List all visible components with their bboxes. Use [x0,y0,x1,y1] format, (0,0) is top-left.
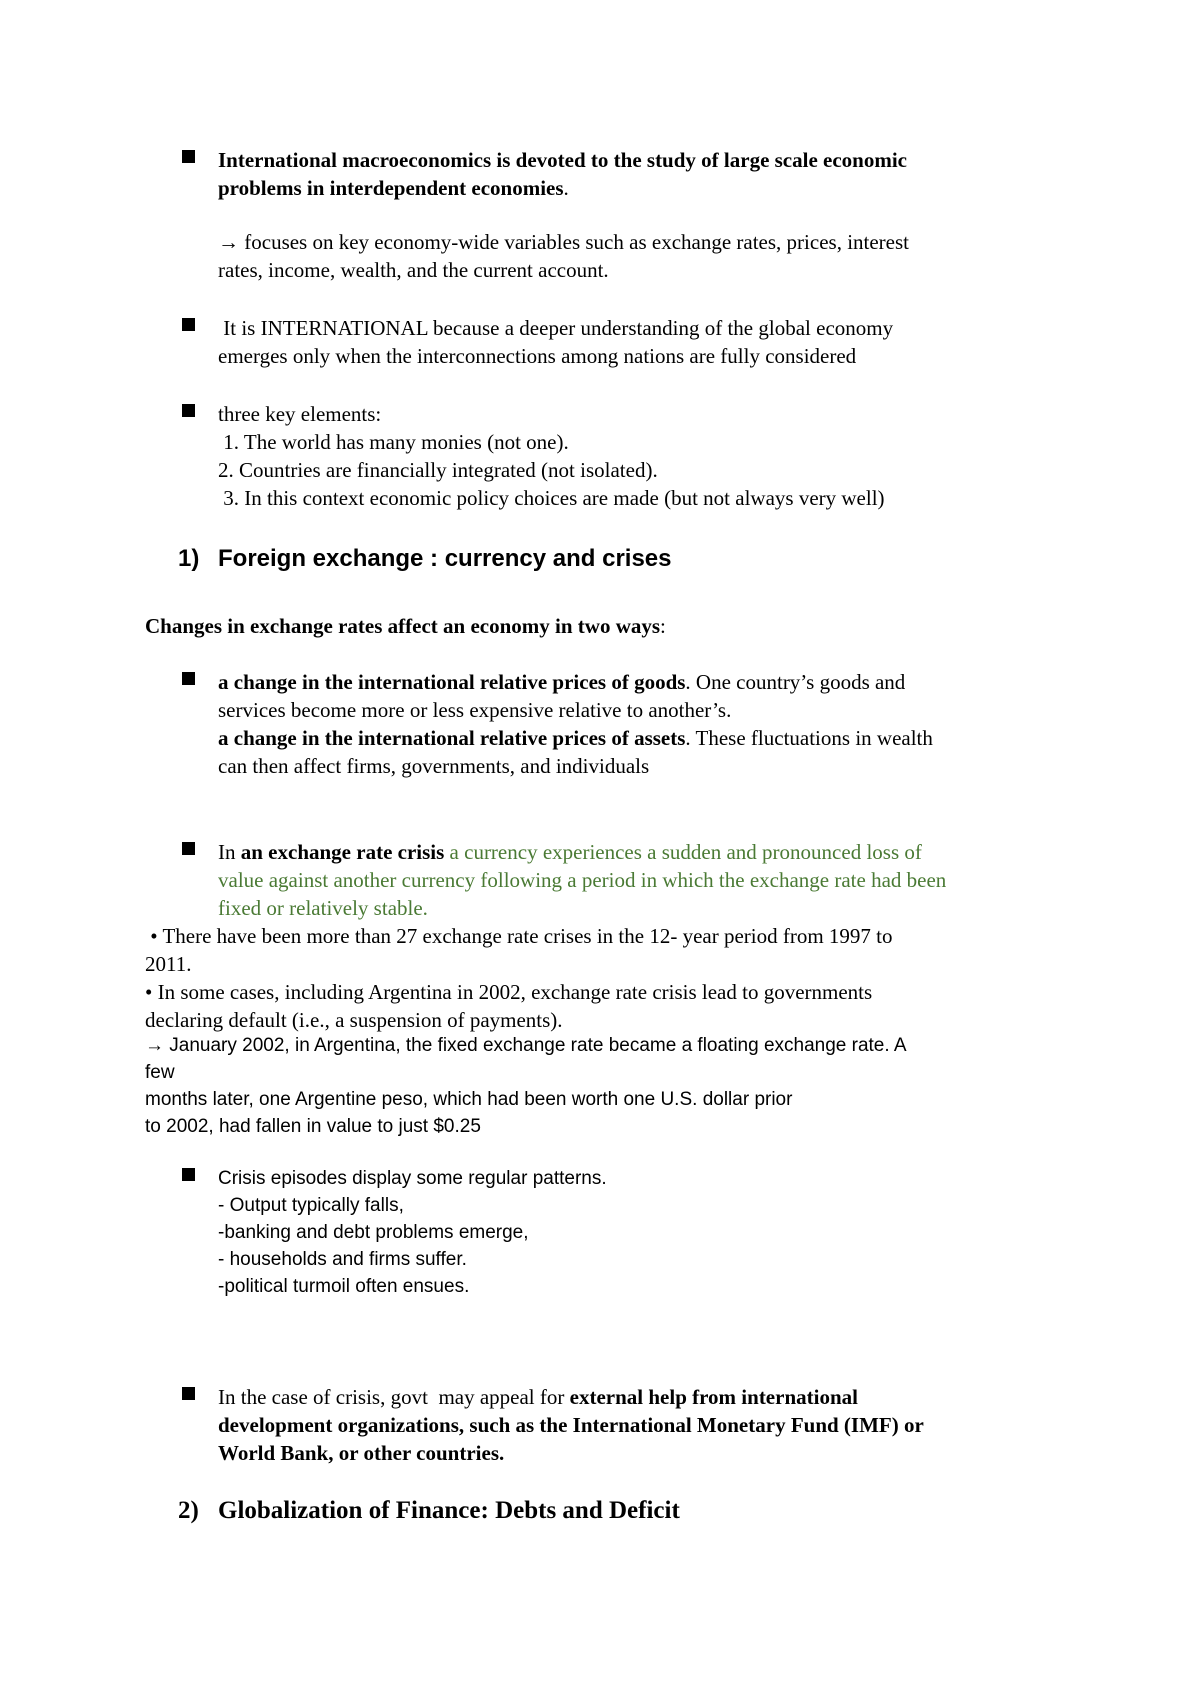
text: . These fluctuations in wealth [685,726,933,750]
text: : [660,614,666,638]
crisis-facts [145,922,893,1034]
list-item: 1. The world has many monies (not one). [218,430,569,454]
bold-text: World Bank, or other countries. [218,1441,505,1465]
bullet-external-help [218,1383,924,1467]
bold-text: an exchange rate crisis [240,840,445,864]
bullet-exchange-rate-crisis [218,838,946,922]
argentina-paragraph [145,1032,907,1140]
bullet-key-elements [218,400,885,512]
section-title: Globalization of Finance: Debts and Deficit [218,1497,680,1524]
text-line: • In some cases, including Argentina in 2002, exchange rate crisis lead to governments [145,980,873,1004]
text-line: emerges only when the interconnections among nations are fully considered [218,344,857,368]
highlight-text: fixed or relatively stable. [218,896,428,920]
bold-text: development organizations, such as the International Monetary Fund (IMF) or [218,1413,924,1437]
section-number: 2) [178,1497,199,1524]
text-line: to 2002, had fallen in value to just $0.25 [145,1116,481,1137]
text-line: three key elements: [218,402,382,426]
text-line: declaring default (i.e., a suspension of payments). [145,1008,563,1032]
square-bullet-icon [182,672,195,685]
text-line: 2011. [145,952,192,976]
text-line: services become more or less expensive relative to another’s. [218,698,732,722]
text-line: can then affect firms, governments, and individuals [218,754,650,778]
bullet-relative-prices [218,668,933,780]
text: In the case of crisis, govt may appeal for [218,1385,570,1409]
text: In [218,840,241,864]
text-line: Crisis episodes display some regular patterns. [218,1168,607,1189]
list-item: 3. In this context economic policy choices are made (but not always very well) [218,486,885,510]
text-line: → January 2002, in Argentina, the fixed exchange rate became a floating exchange rate. A [145,1035,907,1056]
list-item: 2. Countries are financially integrated (not isolated). [218,458,658,482]
square-bullet-icon [182,150,195,163]
square-bullet-icon [182,404,195,417]
list-item: -political turmoil often ensues. [218,1276,470,1297]
focus-line-1: → focuses on key economy-wide variables such as exchange rates, prices, interest [218,230,910,254]
text-line: few [145,1062,175,1083]
text: . [563,176,569,200]
bullet-international-macro [218,146,909,284]
section-heading-1 [178,544,672,574]
bullet-crisis-patterns [218,1165,607,1300]
square-bullet-icon [182,1168,195,1181]
text-line: It is INTERNATIONAL because a deeper understanding of the global economy [218,316,894,340]
highlight-text: value against another currency following a period in which the exchange rate had been [218,868,947,892]
focus-line-2: rates, income, wealth, and the current account. [218,258,609,282]
bold-text: a change in the international relative prices of assets [218,726,686,750]
square-bullet-icon [182,1387,195,1400]
changes-intro [145,612,666,640]
bullet-international [218,314,893,370]
bold-text: Changes in exchange rates affect an economy in two ways [145,614,661,638]
bold-text: external help from international [569,1385,858,1409]
square-bullet-icon [182,318,195,331]
section-title: Foreign exchange : currency and crises [218,545,672,572]
highlight-text: a currency experiences a sudden and pronounced loss of [444,840,922,864]
bold-text: International macroeconomics is devoted to the study of large scale economic [218,148,908,172]
section-number: 1) [178,545,200,572]
text-line: months later, one Argentine peso, which had been worth one U.S. dollar prior [145,1089,793,1110]
bold-text: problems in interdependent economies [218,176,564,200]
list-item: - Output typically falls, [218,1195,404,1216]
list-item: -banking and debt problems emerge, [218,1222,529,1243]
square-bullet-icon [182,842,195,855]
list-item: - households and firms suffer. [218,1249,467,1270]
section-heading-2 [178,1496,680,1526]
text: . One country’s goods and [685,670,906,694]
bold-text: a change in the international relative prices of goods [218,670,686,694]
text-line: • There have been more than 27 exchange rate crises in the 12- year period from 1997 to [145,924,893,948]
